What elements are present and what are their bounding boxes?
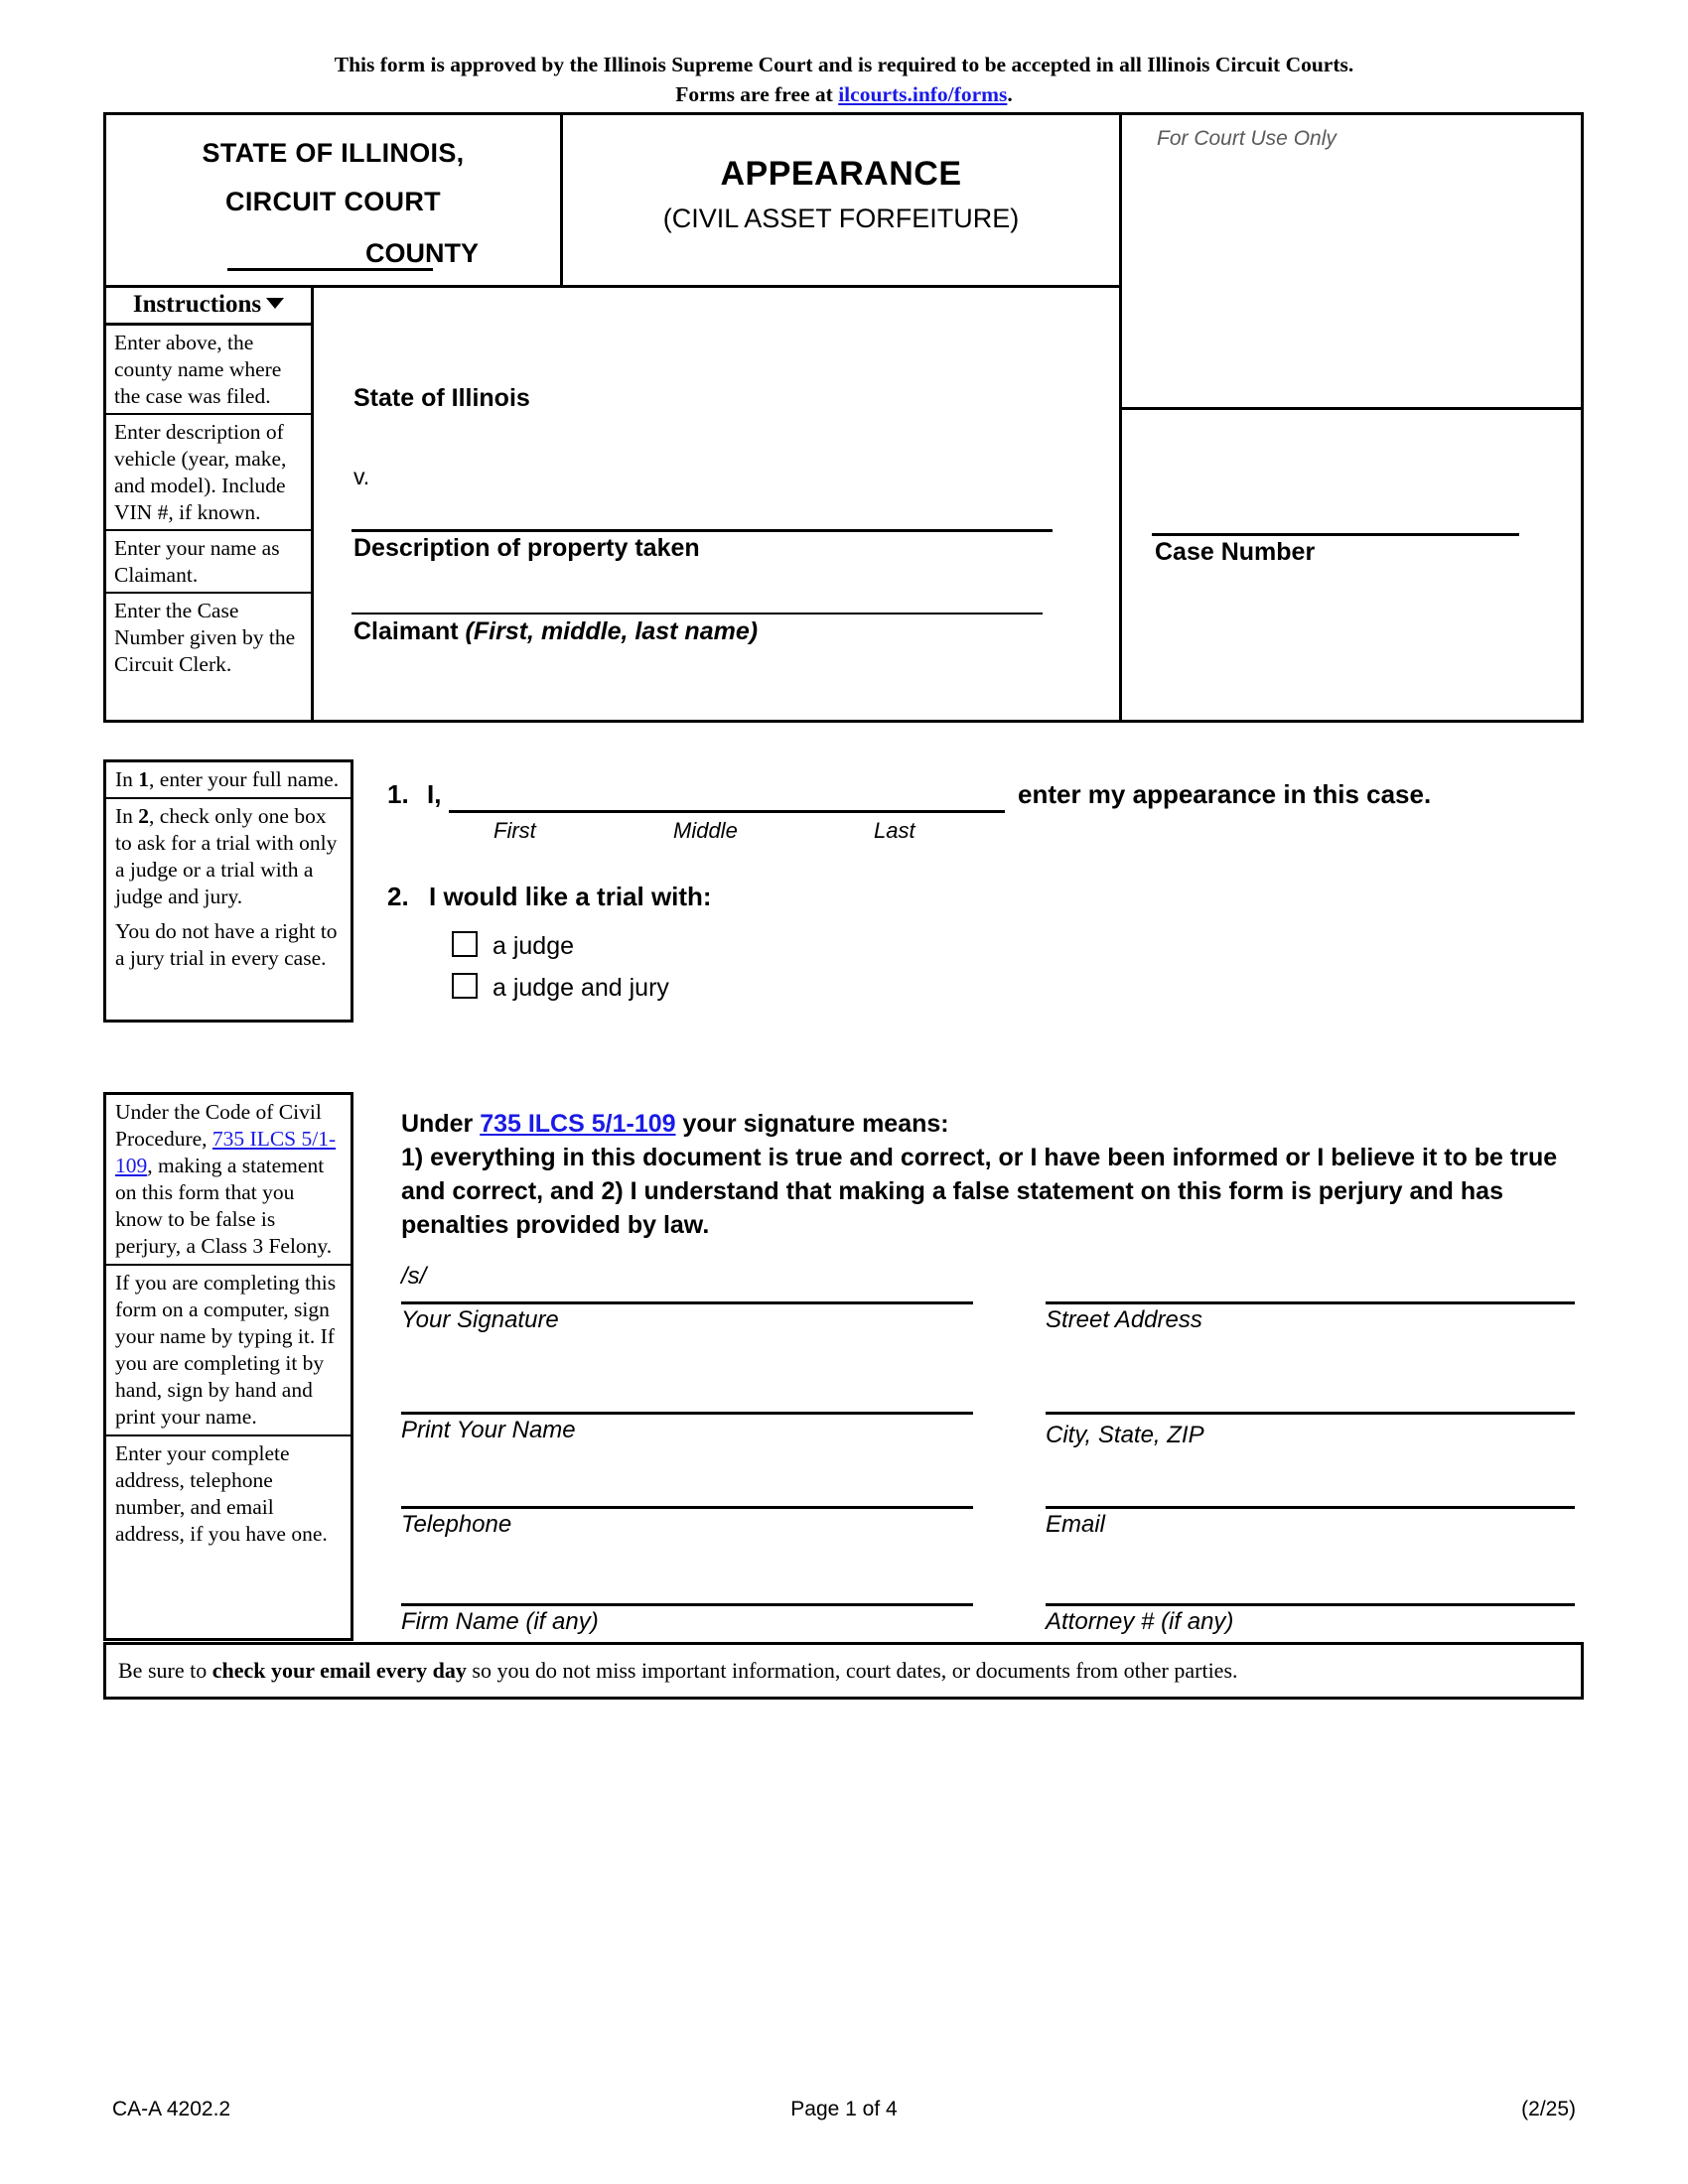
instruction-item: Enter your name as Claimant. bbox=[106, 531, 311, 594]
instructions-panel bbox=[106, 288, 314, 723]
perjury-body: 1) everything in this document is true and correct, or I have been informed or I believe it to be true and correct, and 2) I understand that making a false statement on this form is perjury and has penalties provided by law. bbox=[401, 1144, 1558, 1239]
property-description-input[interactable] bbox=[352, 529, 1053, 532]
claimant-label bbox=[353, 617, 758, 646]
sidebar-note bbox=[106, 1266, 351, 1436]
sidebar-instructions-items bbox=[103, 759, 353, 1023]
sidebar-note bbox=[106, 1436, 351, 1552]
claimant-hint: (First, middle, last name) bbox=[465, 617, 759, 645]
signature-label: Your Signature bbox=[401, 1306, 559, 1333]
sidebar-note-text: Under the Code of Civil Procedure, 735 ILCS 5/1-109, making a statement on this form that you know to be false is perjury, a Class 3 Felony. bbox=[115, 1100, 337, 1258]
attorney-number-input[interactable] bbox=[1046, 1603, 1575, 1606]
instructions-header[interactable] bbox=[106, 288, 311, 326]
item-1-i-label: I, bbox=[427, 779, 442, 809]
item-1-tail-text: enter my appearance in this case. bbox=[1018, 779, 1432, 809]
statute-link[interactable]: 735 ILCS 5/1-109 bbox=[480, 1110, 676, 1138]
sidebar-note-text: If you are completing this form on a computer, sign your name by typing it. If you are completing it by hand, sign by hand and print your name. bbox=[115, 1271, 337, 1429]
approval-notice bbox=[104, 50, 1584, 109]
for-court-use-only-label: For Court Use Only bbox=[1157, 127, 1336, 150]
sidebar-note-text: In 1, enter your full name. bbox=[115, 767, 340, 791]
sidebar-note bbox=[106, 799, 351, 976]
email-banner-bold: check your email every day bbox=[211, 1658, 467, 1683]
signature-input[interactable] bbox=[401, 1301, 973, 1304]
approval-period: . bbox=[1007, 82, 1013, 106]
firm-name-input[interactable] bbox=[401, 1603, 973, 1606]
circuit-court-label: CIRCUIT COURT bbox=[225, 187, 441, 216]
signature-s-mark: /s/ bbox=[401, 1263, 427, 1290]
appearance-name-input[interactable] bbox=[449, 810, 1005, 813]
checkbox-judge[interactable] bbox=[452, 931, 478, 957]
trial-option-judge[interactable] bbox=[452, 931, 574, 961]
county-label: COUNTY bbox=[365, 238, 479, 268]
print-name-label: Print Your Name bbox=[401, 1417, 576, 1443]
middle-name-label: Middle bbox=[673, 818, 738, 843]
case-number-label: Case Number bbox=[1155, 538, 1316, 566]
city-state-zip-label: City, State, ZIP bbox=[1046, 1422, 1204, 1448]
sidebar-note-text: Enter your complete address, telephone number, and email address, if you have one. bbox=[115, 1441, 328, 1546]
state-of-illinois-label: STATE OF ILLINOIS, bbox=[202, 138, 465, 168]
item-1-number: 1. bbox=[387, 779, 409, 809]
trial-option-judge-and-jury[interactable] bbox=[452, 973, 669, 1003]
street-address-label: Street Address bbox=[1046, 1306, 1202, 1333]
for-court-use-only-cell bbox=[1122, 115, 1581, 410]
last-name-label: Last bbox=[874, 818, 915, 843]
firm-name-label: Firm Name (if any) bbox=[401, 1608, 599, 1635]
trial-option-judge-and-jury-label: a judge and jury bbox=[492, 974, 669, 1002]
attorney-number-label: Attorney # (if any) bbox=[1046, 1608, 1234, 1635]
plaintiff-name: State of Illinois bbox=[353, 384, 530, 412]
sidebar-instructions-signature bbox=[103, 1092, 353, 1641]
item-2-prompt: I would like a trial with: bbox=[429, 882, 712, 911]
email-banner-prefix: Be sure to bbox=[118, 1658, 212, 1683]
item-2-number: 2. bbox=[387, 882, 409, 911]
case-caption-cell bbox=[314, 288, 1122, 723]
case-number-input[interactable] bbox=[1152, 533, 1519, 536]
email-banner-suffix: so you do not miss important information, court dates, or documents from other parties. bbox=[466, 1658, 1238, 1683]
approval-line-2 bbox=[104, 79, 1584, 109]
caption-table bbox=[103, 112, 1584, 723]
approval-line-1: This form is approved by the Illinois Supreme Court and is required to be accepted in all Illinois Circuit Courts. bbox=[334, 53, 1354, 76]
instruction-item: Enter the Case Number given by the Circuit Clerk. bbox=[114, 599, 296, 676]
ilcourts-link[interactable]: ilcourts.info/forms bbox=[838, 82, 1008, 106]
print-name-input[interactable] bbox=[401, 1412, 973, 1415]
checkbox-judge-and-jury[interactable] bbox=[452, 973, 478, 999]
instruction-item: Enter above, the county name where the case was filed. bbox=[106, 326, 311, 415]
page-subtitle: (CIVIL ASSET FORFEITURE) bbox=[662, 204, 1020, 233]
instruction-item: Enter description of vehicle (year, make, and model). Include VIN #, if known. bbox=[106, 415, 311, 531]
case-number-cell bbox=[1122, 410, 1581, 723]
footer-form-code: CA-A 4202.2 bbox=[112, 2098, 231, 2120]
versus-label: v. bbox=[353, 464, 370, 489]
telephone-label: Telephone bbox=[401, 1511, 512, 1538]
sidebar-note bbox=[106, 1095, 351, 1266]
city-state-zip-input[interactable] bbox=[1046, 1412, 1575, 1415]
footer-page-number: Page 1 of 4 bbox=[790, 2098, 898, 2120]
chevron-down-icon[interactable] bbox=[266, 298, 284, 309]
footer-revision-date: (2/25) bbox=[1521, 2098, 1576, 2120]
first-name-label: First bbox=[493, 818, 536, 843]
perjury-suffix: your signature means: bbox=[675, 1110, 949, 1138]
forms-free-text: Forms are free at bbox=[675, 82, 839, 106]
email-input[interactable] bbox=[1046, 1506, 1575, 1509]
telephone-input[interactable] bbox=[401, 1506, 973, 1509]
sidebar-note bbox=[106, 762, 351, 799]
instructions-title: Instructions bbox=[132, 291, 262, 318]
page-title: APPEARANCE bbox=[720, 155, 962, 193]
form-title-cell bbox=[563, 115, 1122, 288]
trial-option-judge-label: a judge bbox=[492, 932, 575, 960]
sidebar-note-text: In 2, check only one box to ask for a trial with only a judge or a trial with a judge and jury. bbox=[115, 804, 338, 908]
property-description-label: Description of property taken bbox=[353, 534, 700, 562]
email-label: Email bbox=[1046, 1511, 1106, 1538]
court-identification-cell bbox=[106, 115, 563, 288]
check-email-banner bbox=[103, 1642, 1584, 1700]
claimant-label-text: Claimant bbox=[353, 617, 459, 645]
sidebar-note-text: You do not have a right to a jury trial in every case. bbox=[115, 919, 338, 970]
perjury-statement bbox=[401, 1107, 1588, 1242]
perjury-prefix: Under bbox=[401, 1110, 481, 1138]
claimant-name-input[interactable] bbox=[352, 613, 1043, 614]
street-address-input[interactable] bbox=[1046, 1301, 1575, 1304]
